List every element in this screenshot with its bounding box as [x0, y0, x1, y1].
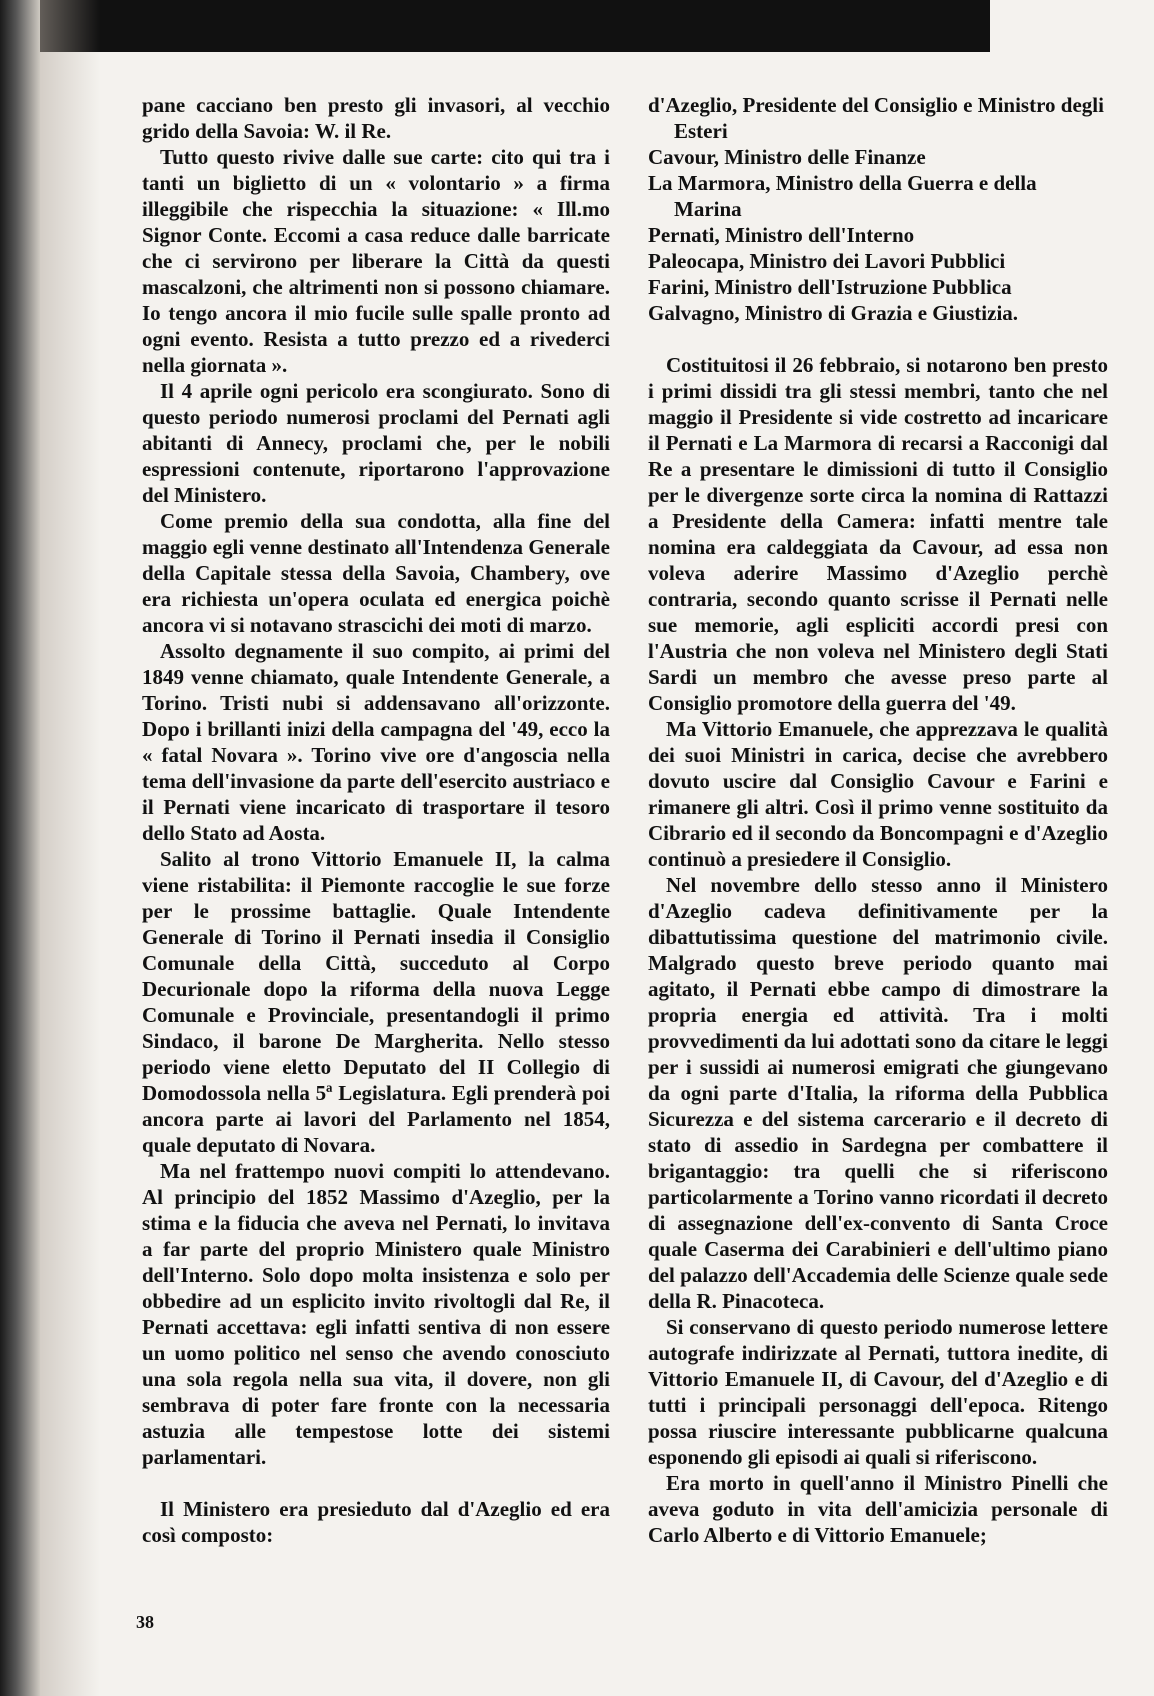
paragraph: Era morto in quell'anno il Ministro Pinelli che aveva goduto in vita dell'amicizia personale di Carlo Alberto e di Vittorio Emanuele;	[648, 1471, 1108, 1547]
right-column	[648, 92, 1108, 1548]
paragraph: Ma nel frattempo nuovi compiti lo attendevano. Al principio del 1852 Massimo d'Azeglio, per la stima e la fiducia che aveva nel Pernati, lo invitava a far parte del proprio Ministero quale Ministro dell'Interno. Solo dopo molta insistenza e solo per obbedire ad un esplicito invito rivoltogli dal Re, il Pernati accettava: egli infatti sentiva di non essere un uomo politico nel senso che avendo conosciuto una sola regola nella sua vita, il dovere, non gli sembrava di poter fare fronte con la necessaria astuzia alle tempestose lotte dei sistemi parlamentari.	[142, 1159, 610, 1469]
list-item: Galvagno, Ministro di Grazia e Giustizia.	[648, 301, 1019, 325]
paragraph: Nel novembre dello stesso anno il Ministero d'Azeglio cadeva definitivamente per la dibattutissima questione del matrimonio civile. Malgrado questo breve periodo quanto mai agitato, il Pernati ebbe campo di dimostrare la propria energia ed attività. Tra i molti provvedimenti da lui adottati sono da citare le leggi per i sussidi ai numerosi emigrati che giungevano da ogni parte d'Italia, la riforma della Pubblica Sicurezza e del sistema carcerario e il decreto di stato di assedio in Sardegna per combattere il brigantaggio: tra quelli che si riferiscono particolarmente a Torino vanno ricordati il decreto di assegnazione dell'ex-convento di Santa Croce quale Caserma dei Carabinieri e dell'ultimo piano del palazzo dell'Accademia delle Scienze quale sede della R. Pinacoteca.	[648, 873, 1108, 1313]
list-item: Farini, Ministro dell'Istruzione Pubblica	[648, 275, 1012, 299]
paragraph: Assolto degnamente il suo compito, ai primi del 1849 venne chiamato, quale Intendente Generale, a Torino. Tristi nubi si addensavano all'orizzonte. Dopo i brillanti inizi della campagna del '49, ecco la « fatal Novara ». Torino vive ore d'angoscia nella tema dell'invasione da parte dell'esercito austriaco e il Pernati viene incaricato di trasportare il tesoro dello Stato ad Aosta.	[142, 639, 610, 845]
list-item: d'Azeglio, Presidente del Consiglio e Ministro degli Esteri	[648, 93, 1104, 143]
scan-top-border	[0, 0, 990, 52]
list-item: Pernati, Ministro dell'Interno	[648, 223, 915, 247]
scan-top-border-gap	[990, 0, 1154, 44]
paragraph: Salito al trono Vittorio Emanuele II, la calma viene ristabilita: il Piemonte raccoglie le sue forze per le prossime battaglie. Quale Intendente Generale di Torino il Pernati insedia il Consiglio Comunale della Città, succeduto al Corpo Decurionale dopo la riforma della nuova Legge Comunale e Provinciale, presentandogli il primo Sindaco, il barone De Margherita. Nello stesso periodo viene eletto Deputato del II Collegio di Domodossola nella 5ª Legislatura. Egli prenderà poi ancora parte ai lavori del Parlamento nel 1854, quale deputato di Novara.	[142, 847, 610, 1157]
left-column	[142, 92, 610, 1548]
page-number: 38	[136, 1612, 154, 1632]
scan-binding-shadow	[0, 0, 40, 1696]
list-item: Paleocapa, Ministro dei Lavori Pubblici	[648, 249, 1006, 273]
paragraph: Il Ministero era presieduto dal d'Azeglio ed era così composto:	[142, 1497, 610, 1547]
paragraph: Si conservano di questo periodo numerose lettere autografe indirizzate al Pernati, tuttora inedite, di Vittorio Emanuele II, di Cavour, del d'Azeglio e di tutti i principali personaggi dell'epoca. Ritengo possa riuscire interessante pubblicarne qualcuna esponendo gli episodi ai quali si riferiscono.	[648, 1315, 1108, 1469]
ministers-list	[648, 92, 1108, 326]
paragraph: Costituitosi il 26 febbraio, si notarono ben presto i primi dissidi tra gli stessi membri, tanto che nel maggio il Presidente si vide costretto ad incaricare il Pernati e La Marmora di recarsi a Racconigi dal Re a presentare le dimissioni di tutto il Consiglio per le divergenze sorte circa la nomina di Rattazzi a Presidente della Camera: infatti mentre tale nomina era caldeggiata da Cavour, ad essa non voleva aderire Massimo d'Azeglio perchè contraria, secondo quanto scrisse il Pernati nelle sue memorie, agli espliciti accordi presi con l'Austria che non voleva nel Ministero degli Stati Sardi un membro che avesse preso parte al Consiglio promotore della guerra del '49.	[648, 353, 1108, 715]
paragraph: pane cacciano ben presto gli invasori, al vecchio grido della Savoia: W. il Re.	[142, 93, 610, 143]
list-item: Cavour, Ministro delle Finanze	[648, 145, 926, 169]
paragraph: Il 4 aprile ogni pericolo era scongiurato. Sono di questo periodo numerosi proclami del Pernati agli abitanti di Annecy, proclami che, per le nobili espressioni contenute, riportarono l'approvazione del Ministero.	[142, 379, 610, 507]
scan-binding-shadow-fade	[40, 0, 100, 1696]
paragraph: Come premio della sua condotta, alla fine del maggio egli venne destinato all'Intendenza Generale della Capitale stessa della Savoia, Chambery, ove era richiesta un'opera oculata ed energica poichè ancora vi si notavano strascichi dei moti di marzo.	[142, 509, 610, 637]
paragraph: Ma Vittorio Emanuele, che apprezzava le qualità dei suoi Ministri in carica, decise che avrebbero dovuto uscire dal Consiglio Cavour e Farini e rimanere gli altri. Così il primo venne sostituito da Cibrario ed il secondo da Boncompagni e d'Azeglio continuò a presiedere il Consiglio.	[648, 717, 1108, 871]
list-item: La Marmora, Ministro della Guerra e della Marina	[648, 171, 1037, 221]
paragraph: Tutto questo rivive dalle sue carte: cito qui tra i tanti un biglietto di un « volontario » a firma illeggibile che rispecchia la situazione: « Ill.mo Signor Conte. Eccomi a casa reduce dalle barricate che ci servirono per liberare la Città da questi mascalzoni, che altrimenti non si possono chiamare. Io tengo ancora il mio fucile sulle spalle pronto ad ogni evento. Resista a tutto prezzo ed a rivederci nella giornata ».	[142, 145, 610, 377]
